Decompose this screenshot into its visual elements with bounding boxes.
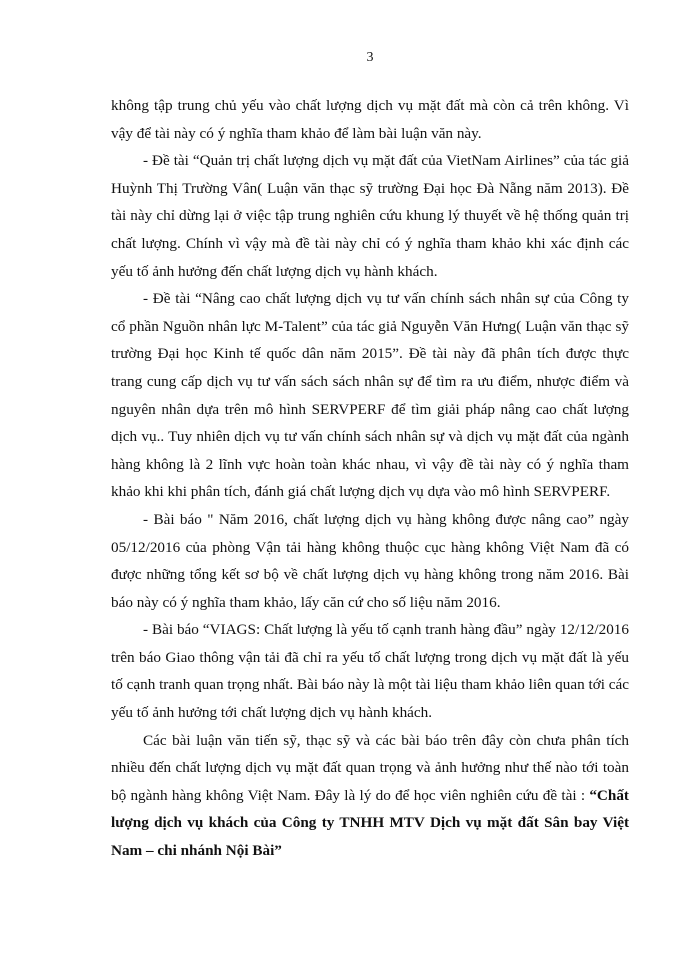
paragraph-conclusion <box>111 727 629 865</box>
body-text <box>111 92 629 865</box>
paragraph-article-2016: - Bài báo " Năm 2016, chất lượng dịch vụ hàng không được nâng cao” ngày 05/12/2016 của phòng Vận tải hàng không thuộc cục hàng không Việt Nam đã có được những tổng kết sơ bộ về chất lượng dịch vụ hàng không trong năm 2016. Bài báo này có ý nghĩa tham khảo, lấy căn cứ cho số liệu năm 2016. <box>111 510 629 611</box>
paragraph-thesis-m-talent: - Đề tài “Nâng cao chất lượng dịch vụ tư vấn chính sách nhân sự của Công ty cổ phần Nguồn nhân lực M-Talent” của tác giả Nguyễn Văn Hưng( Luận văn thạc sỹ trường Đại học Kinh tế quốc dân năm 2015”. Đề tài này đã phân tích được thực trang cung cấp dịch vụ tư vấn sách sách nhân sự để tìm ra ưu điểm, nhược điểm và nguyên nhân dựa trên mô hình SERVPERF để tìm giải pháp nâng cao chất lượng dịch vụ.. Tuy nhiên dịch vụ tư vấn chính sách nhân sự và dịch vụ mặt đất của ngành hàng không là 2 lĩnh vực hoàn toàn khác nhau, vì vậy đề tài này có ý nghĩa tham khảo khi khi phân tích, đánh giá chất lượng dịch vụ dựa vào mô hình SERVPERF. <box>111 290 629 501</box>
paragraph-thesis-vietnam-airlines: - Đề tài “Quản trị chất lượng dịch vụ mặt đất của VietNam Airlines” của tác giả Huỳnh Thị Trường Vân( Luận văn thạc sỹ trường Đại học Đà Nẵng năm 2013). Đề tài này chỉ dừng lại ở việc tập trung nghiên cứu khung lý thuyết về hệ thống quản trị chất lượng. Chính vì vậy mà đề tài này chỉ có ý nghĩa tham khảo khi xác định các yếu tố ảnh hưởng đến chất lượng dịch vụ hành khách. <box>111 152 629 280</box>
paragraph-intro-continuation: không tập trung chủ yếu vào chất lượng dịch vụ mặt đất mà còn cả trên không. Vì vậy để tài này có ý nghĩa tham khảo để làm bài luận văn này. <box>111 97 629 142</box>
conclusion-text: Các bài luận văn tiến sỹ, thạc sỹ và các bài báo trên đây còn chưa phân tích nhiều đến chất lượng dịch vụ mặt đất quan trọng và ảnh hưởng như thế nào tới toàn bộ ngành hàng không Việt Nam. Đây là lý do để học viên nghiên cứu đề tài : <box>111 731 629 804</box>
paragraph-article-viags: - Bài báo “VIAGS: Chất lượng là yếu tố cạnh tranh hàng đầu” ngày 12/12/2016 trên báo Giao thông vận tải đã chỉ ra yếu tố chất lượng trong dịch vụ mặt đất là yếu tố cạnh tranh quan trọng nhất. Bài báo này là một tài liệu tham khảo liên quan tới các yếu tố ảnh hưởng tới chất lượng dịch vụ hành khách. <box>111 621 629 722</box>
research-topic-title: “Chất lượng dịch vụ khách của Công ty TNHH MTV Dịch vụ mặt đất Sân bay Việt Nam – chi nhánh Nội Bài” <box>111 786 629 860</box>
page-number: 3 <box>366 50 374 65</box>
